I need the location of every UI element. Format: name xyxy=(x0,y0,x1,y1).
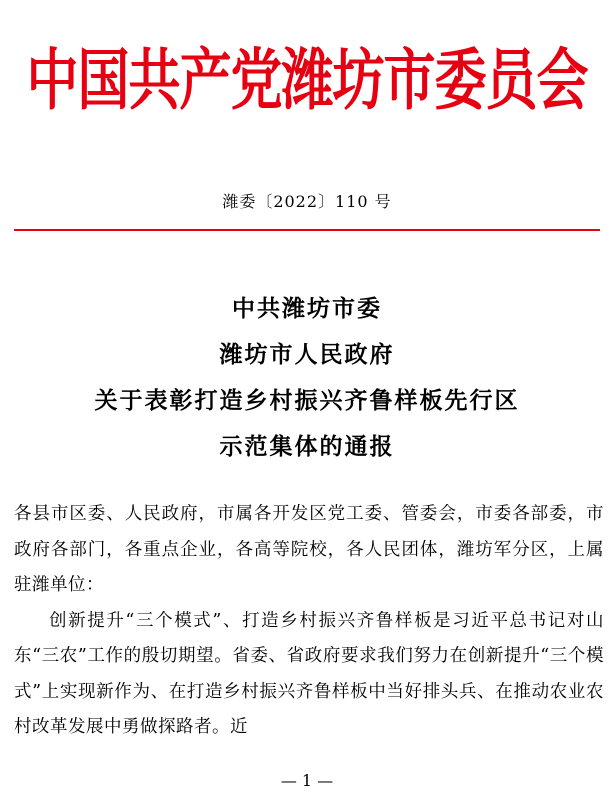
body-paragraph-1: 创新提升“三个模式”、打造乡村振兴齐鲁样板是习近平总书记对山东“三农”工作的殷切期望。省委、省政府要求我们努力在创新提升“三个模式”上实现新作为、在打造乡村振兴齐鲁样板中当好排头兵、在推动农业农村改革发展中勇做探路者。近 xyxy=(14,610,604,737)
document-title xyxy=(0,286,614,470)
title-line-1: 中共潍坊市委 xyxy=(232,295,382,322)
page-number: — 1 — xyxy=(280,771,334,790)
red-divider-line xyxy=(14,229,600,231)
title-line-3: 关于表彰打造乡村振兴齐鲁样板先行区 xyxy=(94,387,520,414)
issuer-header: 中国共产党潍坊市委员会 xyxy=(26,42,588,120)
title-line-4: 示范集体的通报 xyxy=(219,433,395,460)
body-text xyxy=(14,497,604,746)
title-line-2: 潍坊市人民政府 xyxy=(219,341,395,368)
document-number: 潍委〔2022〕110 号 xyxy=(222,192,392,211)
salutation-paragraph: 各县市区委、人民政府，市属各开发区党工委、管委会，市委各部委，市政府各部门，各重点企业，各高等院校，各人民团体，潍坊军分区，上属驻潍单位： xyxy=(14,504,604,595)
